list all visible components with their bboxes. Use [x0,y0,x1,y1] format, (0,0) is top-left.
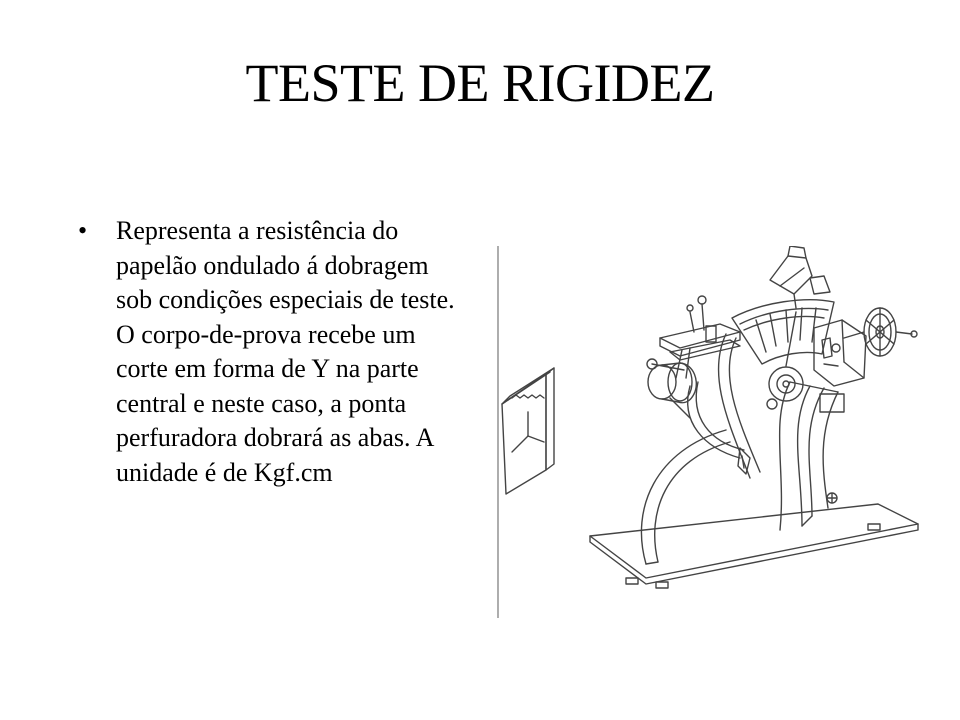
slide-title: TESTE DE RIGIDEZ [245,53,715,113]
pivot-hub [767,367,803,409]
top-clamp [770,246,830,308]
sector-scale [732,300,834,366]
bullet-marker: • [78,216,88,245]
stiffness-tester-drawing [494,246,960,618]
stiffness-tester-illustration [494,246,960,618]
bullet-list [78,214,478,490]
pedestal [780,382,838,530]
bullet-item [78,214,478,490]
bullet-text: Representa a resistência do papelão ondulado á dobragem sob condições especiais de teste. O corpo-de-prova recebe um corte em forma de Y na parte central e neste caso, a ponta perfuradora dobrará as abas. A unidade é de Kgf.cm [116,216,455,487]
specimen-board [502,368,554,494]
handwheel [844,308,917,356]
left-support [641,430,730,564]
base-plate [590,493,918,588]
